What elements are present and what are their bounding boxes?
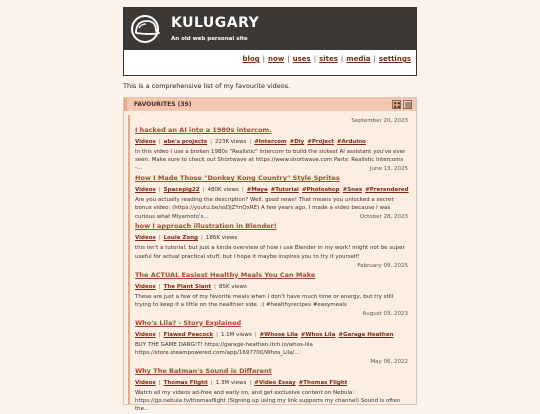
meta-separator: | [158,331,161,338]
nav-now-link[interactable]: now [268,55,285,63]
video-channel-link[interactable]: Flawed Peacock [163,331,214,338]
site-subtitle: An old web personal site [171,36,248,42]
video-title-link[interactable]: The ACTUAL Easiest Healthy Meals You Can Make [135,270,316,279]
video-channel-link[interactable]: Louie Zong [163,235,198,242]
video-date: May 06, 2022 [370,358,408,365]
meta-separator: | [254,331,257,338]
video-list-item [128,308,412,356]
video-channel-link[interactable]: abe's projects [163,139,208,145]
nav-separator: | [373,55,376,63]
cap-logo-icon[interactable] [131,13,161,45]
video-category-link[interactable]: Videos [135,235,156,242]
video-description: this isn't a tutorial, but just a kinda overview of how i use Blender in my work! might not be super useful for actual practical stuff, but i hope it maybe inspires you to try it yourself! [135,245,405,260]
video-date: June 13, 2025 [369,166,408,173]
video-list [124,111,416,413]
video-tag-link[interactable]: #Snes [342,187,363,194]
meta-separator: | [210,139,212,145]
meta-separator: | [216,331,218,338]
video-tag-link[interactable]: #Thomas Flight [298,379,348,386]
video-description: In this video I use a broken 1980s "Realistic" Intercom to build the sickest AI assistant you've ever seen. Make sure to check out Shortwave at https://www.shortwave.com Parts: Realistic Intercoms -... [135,149,406,172]
video-channel-link[interactable]: Spacepig22 [163,187,200,194]
video-category-link[interactable]: Videos [135,331,156,338]
site-title[interactable]: KULUGARY [171,15,260,31]
video-title-link[interactable]: Who's Lila? - Story Explained [135,318,242,327]
video-views: 1.1M views [220,331,252,338]
favourites-section [123,97,417,413]
video-meta [135,380,409,386]
meta-separator: | [158,379,161,386]
video-category-link[interactable]: Videos [135,379,156,386]
video-description: Watch all my videos ad-free and early on, and get exclusive content on Nebula: https://go.nebula.tv/thomasflight (Signing up using my link supports my channel) Sound is often the... [135,389,401,413]
video-meta [135,139,409,145]
video-tag-link[interactable]: #Arduino [336,139,366,145]
video-tag-link[interactable]: #Whos Lila [300,331,336,338]
meta-separator: | [249,379,252,386]
meta-separator: | [214,283,216,290]
site-header [123,7,417,76]
meta-separator: | [241,187,244,194]
site-banner [124,8,416,50]
video-views: 1.3M views [215,379,247,386]
nav-blog-link[interactable]: blog [242,55,260,63]
video-date: August 03, 2023 [362,310,408,317]
meta-separator: | [158,187,161,194]
video-views: 223K views [214,139,247,145]
video-channel-link[interactable]: The Plant Slant [163,283,212,290]
video-list-item [128,260,412,308]
meta-separator: | [202,187,205,194]
grid-view-button[interactable] [392,100,401,109]
video-views: 480K views [207,187,239,194]
video-channel-link[interactable]: Thomas Flight [163,379,208,386]
video-tag-link[interactable]: #Prerendered [365,187,409,194]
meta-separator: | [210,379,213,386]
section-title: FAVOURITES (39) [134,101,192,108]
video-description: Are you actually reading the description? Well, good news! That means you unlocked a secret bonus video: (https://youtu.be/ssDjZYnQxRE) A few years ago, I made a video because I was curious what Miyamoto's... [135,197,394,220]
meta-separator: | [158,139,161,145]
video-category-link[interactable]: Videos [135,187,156,194]
video-tag-link[interactable]: #Garage Heathen [338,331,394,338]
view-toggle [392,100,412,109]
video-date: October 28, 2023 [359,214,408,221]
video-tag-link[interactable]: #Intercom [254,139,287,145]
video-tag-link[interactable]: #Video Essay [254,379,296,386]
video-title-link[interactable]: Why The Batman's Sound is Different [135,366,272,375]
video-tag-link[interactable]: #Whose Lila [259,331,298,338]
meta-separator: | [158,283,161,290]
page-container [123,7,417,413]
video-date: September 20, 2023 [351,118,408,124]
video-description: BUY THE GAME DANG!T! https://garage-heathen.itch.io/whos-lila https://store.steampowered.com/app/1697700/Whos_Lila/... [135,341,313,356]
video-description: These are just a few of my favorite meals when I don't have much time or energy, but try still trying to keep it a little on the healthier side. :) #healthyrecipes #easymeals [135,293,394,308]
nav-separator: | [287,55,290,63]
video-tag-link[interactable]: #Maya [246,187,268,194]
video-list-item [128,356,412,413]
video-list-item [128,211,412,259]
intro-text: This is a comprehensive list of my favourite videos. [123,82,291,90]
nav-separator: | [340,55,344,63]
video-date: February 09, 2025 [357,262,408,269]
video-category-link[interactable]: Videos [135,139,156,145]
nav-separator: | [262,55,266,63]
list-view-button[interactable] [403,100,412,109]
grid-icon [394,102,400,108]
nav-media-link[interactable]: media [346,55,371,63]
video-tag-link[interactable]: #Diy [289,139,305,145]
video-views: 186K views [205,235,238,242]
video-meta [135,235,409,241]
meta-separator: | [249,139,252,145]
nav-sites-link[interactable]: sites [319,55,338,63]
nav-separator: | [313,55,317,63]
section-header [124,98,416,111]
video-views: 85K views [219,283,247,290]
video-meta [135,284,409,290]
video-title-link[interactable]: I hacked an AI into a 1980s intercom. [135,126,272,134]
video-category-link[interactable]: Videos [135,283,156,290]
nav-uses-link[interactable]: uses [292,55,311,63]
video-meta [135,332,409,338]
video-title-link[interactable]: How I Made Those "Donkey Kong Country" Style Sprites [135,174,340,183]
nav-settings-link[interactable]: settings [378,55,411,63]
video-tag-link[interactable]: #Project [307,139,334,145]
video-tag-link[interactable]: #Tutorial [270,187,299,194]
video-tag-link[interactable]: #Photoshop [301,187,340,194]
meta-separator: | [158,235,161,242]
meta-separator: | [200,235,203,242]
list-icon [405,102,411,108]
main-nav [242,55,411,63]
video-meta [135,187,409,193]
video-title-link[interactable]: how I approach illustration in Blender! [135,222,277,231]
